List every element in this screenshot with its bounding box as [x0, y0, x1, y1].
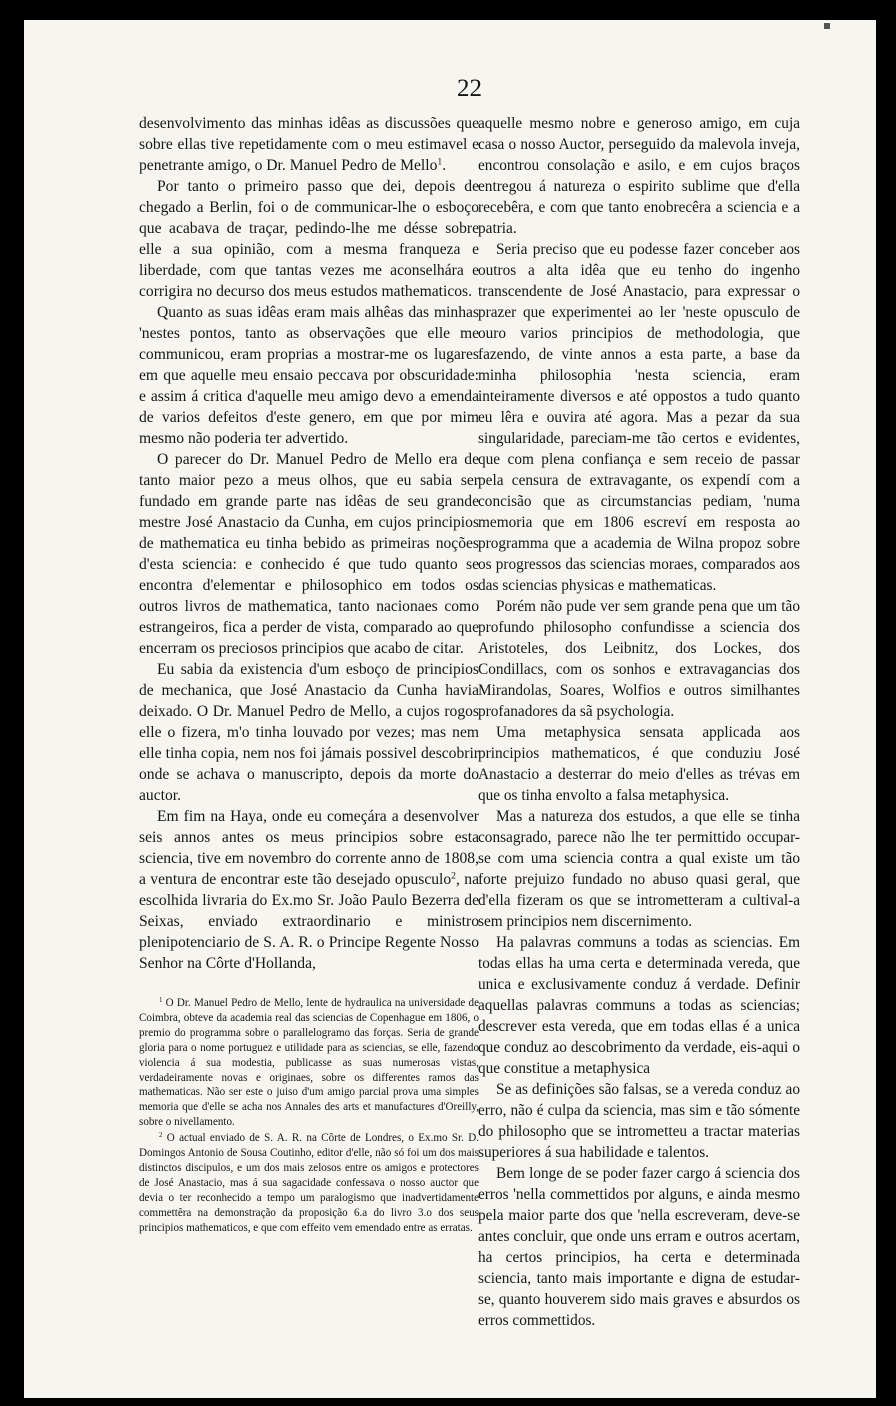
footnote-ref: 1: [437, 156, 443, 168]
right-column: [478, 113, 800, 1331]
footnote: $^1$ O Dr. Manuel Pedro de Mello, lente de hydraulica na universidade de Coimbra, obteve da academia real das sciencias de Copenhague em 1806, o premio do programma sobre o parallelogramo das forças. Seria de grande gloria para o nome portuguez e utilidade para as sciencias, se elle, fazendo violencia á sua modestia, publicasse as suas numerosas vistas, verdadeiramente novas e originaes, sobre os differentes ramos das mathematicas. Não ser este o juiso d'um amigo parcial prova uma simples memoria que d'elle se acha nos Annales des arts et manufactures d'Oreilly, sobre o nivellamento.: [139, 997, 479, 1129]
scan-speck: [824, 23, 830, 29]
paragraph: Ha palavras communs a todas as sciencias. Em todas ellas ha uma certa e determinada vereda, que unica e exclusivamente conduz á verdade. Definir aquellas palavras communs a todas as sciencias; descrever esta vereda, que em todas ellas é a unica que conduz ao descobrimento da verdade, eis-aqui o que constitue a metaphysica: [478, 934, 800, 1077]
paragraph: Uma metaphysica sensata applicada aos principios mathematicos, é que conduziu José Anastacio a desterrar do meio d'elles as trévas em que os tinha envolto a falsa metaphysica.: [478, 724, 800, 804]
footnote-ref: 2: [451, 870, 456, 882]
paragraph: Bem longe de se poder fazer cargo á sciencia dos erros 'nella commettidos por alguns, e ainda mesmo pela maior parte dos que 'nella escreveram, deve-se antes concluir, que onde uns erram e outros acertam, ha certos principios, ha certa e determinada sciencia, tanto mais importante e digna de estudar-se, quanto houverem sido mais graves e absurdos os erros commettidos.: [478, 1165, 800, 1329]
paragraph: Porém não pude ver sem grande pena que um tão profundo philosopho confundisse a sciencia dos Aristoteles, dos Leibnitz, dos Lockes, dos Condillacs, com os sonhos e extravagancias dos Mirandolas, Soares, Wolfios e outros similhantes profanadores da sã psychologia.: [478, 598, 800, 720]
paragraph: desenvolvimento das minhas idêas as discussões que sobre ellas tive repetidamente com o meu estimavel e penetrante amigo, o Dr. Manuel Pedro de Mello$^1$.: [139, 115, 479, 174]
page-number: 22: [457, 75, 482, 102]
paragraph: Mas a natureza dos estudos, a que elle se tinha consagrado, parece não lhe ter permittido occupar-se com uma sciencia contra a qual existe um tão forte prejuizo fundado no abuso quasi geral, que d'ella fizeram os que se intrometteram a cultival-a sem principios nem discernimento.: [478, 808, 800, 930]
paragraph: Quanto as suas idêas eram mais alhêas das minhas 'nestes pontos, tanto as observações que elle me communicou, eram proprias a mostrar-me os lugares em que aquelle meu ensaio peccava por obscuridade: e assim á critica d'aquelle meu amigo devo a emenda de varios defeitos d'este genero, em que por mim mesmo não poderia ter advertido.: [139, 304, 479, 447]
paragraph: Em fim na Haya, onde eu começára a desenvolver seis annos antes os meus principios sobre esta sciencia, tive em novembro do corrente anno de 1808, a ventura de encontrar este tão desejado opusculo$^2$, na escolhida livraria do Ex.mo Sr. João Paulo Bezerra de Seixas, enviado extraordinario e ministro plenipotenciario de S. A. R. o Principe Regente Nosso Senhor na Côrte d'Hollanda,: [139, 808, 480, 972]
paragraph: Por tanto o primeiro passo que dei, depois de chegado a Berlin, foi o de communicar-lhe o esboço que acabava de traçar, pedindo-lhe me désse sobre elle a sua opinião, com a mesma franqueza e liberdade, com que tantas vezes me aconselhára e corrigira no decurso dos meus estudos mathematicos.: [139, 178, 479, 300]
paragraph: Se as definições são falsas, se a vereda conduz ao erro, não é culpa da sciencia, mas sim e tão sómente do philosopho que se intrometteu a tractar materias superiores á sua habilidade e talentos.: [478, 1081, 800, 1161]
paragraph: Seria preciso que eu podesse fazer conceber aos outros a alta idêa que eu tenho do ingenho transcendente de José Anastacio, para expressar o prazer que experimentei ao ler 'neste opusculo de ouro varios principios de methodologia, que fazendo, de vinte annos a esta parte, a base da minha philosophia 'nesta sciencia, eram inteiramente diversos e até oppostos a tudo quanto eu lêra e ouvira até agora. Mas a pezar da sua singularidade, pareciam-me tão certos e evidentes, que com plena confiança e sem receio de passar pela censura de extravagante, os expendí com a concisão que as circumstancias pediam, 'numa memoria que em 1806 escreví em resposta ao programma que a academia de Wilna propoz sobre os progressos das sciencias moraes, comparados aos das sciencias physicas e mathematicas.: [478, 241, 800, 594]
paragraph: Eu sabia da existencia d'um esboço de principios de mechanica, que José Anastacio da Cunha havia deixado. O Dr. Manuel Pedro de Mello, a cujos rogos elle o fizera, m'o tinha louvado por vezes; mas nem elle tinha copia, nem nos foi jámais possivel descobrir onde se achava o manuscripto, depois da morte do auctor.: [139, 661, 479, 804]
paragraph: aquelle mesmo nobre e generoso amigo, em cuja casa o nosso Auctor, perseguido da malevola inveja, encontrou consolação e asilo, e em cujos braços entregou á natureza o espirito sublime que d'ella recebêra, e com que tanto enobrecêra a sciencia e a patria.: [478, 115, 800, 237]
paragraph: O parecer do Dr. Manuel Pedro de Mello era de tanto maior pezo a meus olhos, que eu sabia ser fundado em grande parte nas idêas de seu grande mestre José Anastacio da Cunha, em cujos principios de mathematica eu tinha bebido as primeiras noções d'esta sciencia: e conhecido é que tudo quanto se encontra d'elementar e philosophico em todos os outros livros de mathematica, tanto nacionaes como estrangeiros, fica a perder de vista, comparado ao que encerram os preciosos principios que acabo de citar.: [139, 451, 479, 657]
footnotes: [139, 996, 479, 1236]
book-page: [24, 20, 876, 1398]
left-column: [139, 113, 479, 974]
footnote: $^2$ O actual enviado de S. A. R. na Côrte de Londres, o Ex.mo Sr. D. Domingos Antonio de Sousa Coutinho, editor d'elle, não só foi um dos mais distinctos discipulos, e um dos mais zelosos entre os amigos e protectores de José Anastacio, mas á sua sagacidade confessava o nosso auctor que devia o ter reconhecido a tempo um paralogismo que inadvertidamente commettêra na demonstração da proposição 6.a do livro 3.o dos seus principios mathematicos, e que com effeito vem emendado entre as erratas.: [139, 1132, 479, 1234]
